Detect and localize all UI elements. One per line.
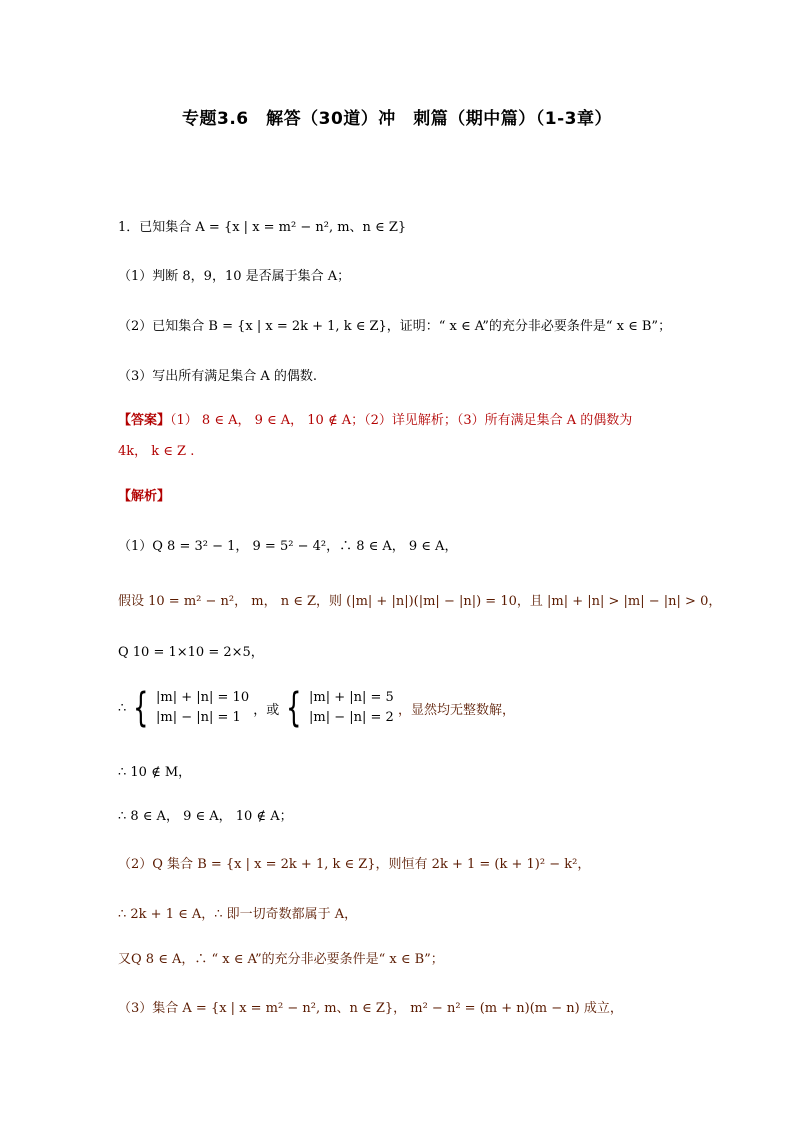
- question-part-2: （2）已知集合 B = {x | x = 2k + 1, k ∈ Z}，证明：“ x ∈ A”的充分非必要条件是“ x ∈ B”；: [118, 319, 672, 334]
- answer-line-1: [118, 412, 632, 430]
- analysis-line-1: （1）Q 8 = 3² − 1， 9 = 5² − 4²，∴ 8 ∈ A， 9 ∈ A，: [118, 539, 458, 554]
- system-b: [309, 688, 394, 728]
- therefore-symbol: ∴: [118, 700, 127, 716]
- question-part-1: （1）判断 8，9，10 是否属于集合 A；: [118, 269, 351, 284]
- page-title: 专题3.6 解答（30道）冲 刺篇（期中篇）（1-3章）: [182, 109, 612, 129]
- system-a-eq2: |m| − |n| = 1: [156, 710, 241, 725]
- analysis-line-7: （2）Q 集合 B = {x | x = 2k + 1, k ∈ Z}，则恒有 2k + 1 = (k + 1)² − k²，: [118, 857, 591, 872]
- analysis-line-5: ∴ 10 ∉ M，: [118, 765, 192, 780]
- equation-system: [118, 685, 515, 731]
- analysis-line-3: Q 10 = 1×10 = 2×5，: [118, 645, 264, 660]
- or-text: ，或: [253, 702, 280, 718]
- left-brace-a: {: [133, 685, 149, 731]
- analysis-line-6: ∴ 8 ∈ A， 9 ∈ A， 10 ∉ A；: [118, 809, 293, 824]
- question-part-3: （3）写出所有满足集合 A 的偶数.: [118, 369, 318, 384]
- system-a-eq1: |m| + |n| = 10: [156, 690, 250, 705]
- analysis-line-8: ∴ 2k + 1 ∈ A，∴ 即一切奇数都属于 A，: [118, 907, 358, 922]
- answer-label: 【答案】: [118, 413, 171, 428]
- no-integer-solution-text: ，显然均无整数解，: [397, 702, 515, 718]
- system-b-eq2: |m| − |n| = 2: [308, 710, 394, 725]
- analysis-line-9: 又Q 8 ∈ A，∴ “ x ∈ A”的充分非必要条件是“ x ∈ B”；: [118, 952, 444, 967]
- system-b-eq1: |m| + |n| = 5: [308, 690, 394, 705]
- analysis-label: 【解析】: [118, 489, 171, 504]
- answer-line-2: 4k， k ∈ Z .: [118, 444, 195, 459]
- system-a: [156, 688, 249, 728]
- analysis-line-10: （3）集合 A = {x | x = m² − n², m、n ∈ Z}， m² − n² = (m + n)(m − n) 成立，: [118, 1001, 623, 1016]
- answer-text-1: （1） 8 ∈ A， 9 ∈ A， 10 ∉ A；（2）详见解析；（3）所有满足集合 A 的偶数为: [170, 413, 633, 428]
- question-stem: 1．已知集合 A = {x | x = m² − n², m、n ∈ Z}: [118, 220, 407, 235]
- left-brace-b: {: [286, 685, 302, 731]
- analysis-line-2: 假设 10 = m² − n²， m， n ∈ Z，则 (|m| + |n|)(|m| − |n|) = 10，且 |m| + |n| > |m| − |n| > 0，: [118, 594, 722, 609]
